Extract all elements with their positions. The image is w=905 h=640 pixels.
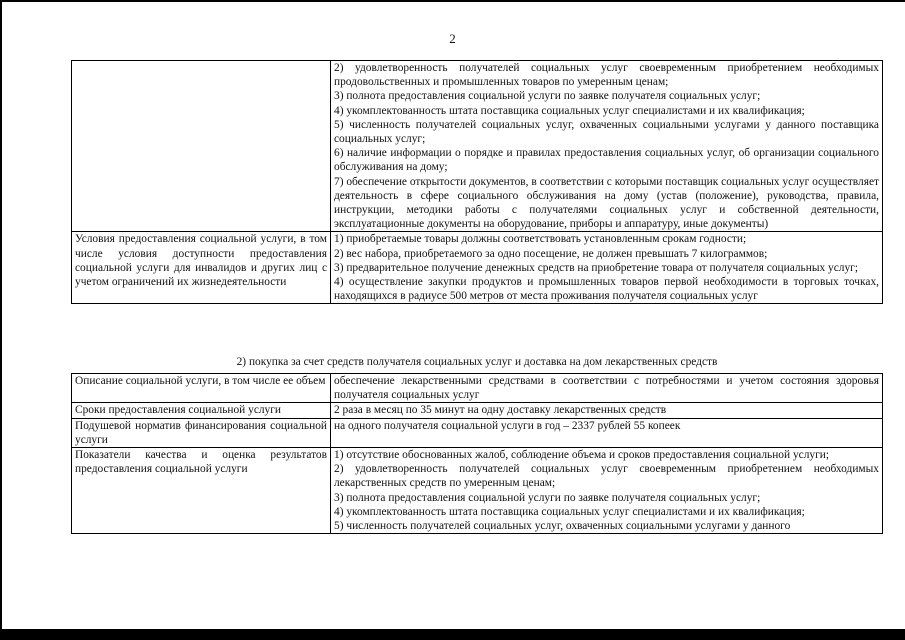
row-label: Описание социальной услуги, в том числе ее объем: [72, 374, 331, 403]
row-label: [72, 61, 331, 232]
list-item: 5) численность получателей социальных услуг, охваченных социальными услугами у данного: [334, 520, 791, 533]
list-item: 2) вес набора, приобретаемого за одно посещение, не должен превышать 7 килограммов;: [334, 247, 768, 260]
list-item: 1) отсутствие обоснованных жалоб, соблюдение объема и сроков предоставления социальной услуги;: [334, 449, 830, 462]
list-item: 1) приобретаемые товары должны соответствовать установленным срокам годности;: [334, 233, 747, 246]
row-label: Подушевой норматив финансирования социальной услуги: [72, 418, 331, 447]
list-item: 3) полнота предоставления социальной услуги по заявке получателя социальных услуг;: [334, 491, 761, 504]
page-number: 2: [449, 31, 456, 46]
row-content: [331, 374, 883, 403]
list-item: 4) укомплектованность штата поставщика социальных услуг специалистами и их квалификация;: [334, 104, 805, 117]
scan-border-left: [0, 0, 2, 640]
table-row: [72, 448, 883, 534]
list-item: 2 раза в месяц по 35 минут на одну доставку лекарственных средств: [334, 404, 667, 417]
section-heading: 2) покупка за счет средств получателя социальных услуг и доставка на дом лекарственных средств: [236, 356, 718, 368]
scan-border-bottom: [0, 629, 905, 640]
scan-border-top: [0, 0, 905, 2]
list-item: 5) численность получателей социальных услуг, охваченных социальными услугами у данного поставщика социальных услуг;: [334, 118, 879, 146]
list-item: 3) полнота предоставления социальной услуги по заявке получателя социальных услуг;: [334, 90, 761, 103]
list-item: обеспечение лекарственными средствами в соответствии с потребностями и учетом состояния здоровья получателя социальных услуг: [334, 375, 879, 402]
table-row: [72, 232, 883, 304]
table-row: [72, 61, 883, 232]
service-table-2: [71, 373, 883, 534]
row-content: [331, 418, 883, 447]
list-item: 2) удовлетворенность получателей социальных услуг своевременным приобретением необходимых продовольственных и промышленных товаров по умеренным ценам;: [334, 62, 879, 89]
list-item: 6) наличие информации о порядке и правилах предоставления социальных услуг, об организации социального обслуживания на дому;: [334, 147, 879, 174]
table-row: [72, 418, 883, 447]
list-item: 3) предварительное получение денежных средств на приобретение товара от получателя социальных услуг;: [334, 261, 859, 274]
row-content: [331, 403, 883, 418]
list-item: 4) укомплектованность штата поставщика социальных услуг специалистами и их квалификация;: [334, 505, 805, 518]
row-label: Сроки предоставления социальной услуги: [72, 403, 331, 418]
row-content: [331, 232, 883, 304]
list-item: 2) удовлетворенность получателей социальных услуг своевременным приобретением необходимых лекарственных средств по умеренным ценам;: [334, 463, 879, 490]
list-item: на одного получателя социальной услуги в год – 2337 рублей 55 копеек: [334, 419, 681, 432]
row-content: [331, 448, 883, 534]
table-row: [72, 374, 883, 403]
list-item: 4) осуществление закупки продуктов и промышленных товаров первой необходимости в торговых точках, находящихся в радиусе 500 метров от места проживания получателя социальных услуг: [334, 276, 879, 303]
row-label: Показатели качества и оценка результатов предоставления социальной услуги: [72, 448, 331, 534]
row-content: [331, 61, 883, 232]
service-table-1: [71, 60, 883, 304]
table-row: [72, 403, 883, 418]
row-label: Условия предоставления социальной услуги, в том числе условия доступности предоставления социальной услуги для инвалидов и других лиц с учетом ограничений их жизнедеятельности: [72, 232, 331, 304]
list-item: 7) обеспечение открытости документов, в соответствии с которыми поставщик социальных услуг осуществляет деятельность в сфере социального обслуживания на дому (устав (положение), руководства, правила, инструкции, методики работы с получателями социальных услуг и собственной деятельности, эксплуатационные документы на оборудование, приборы и аппаратуру, иные документы): [334, 175, 879, 231]
